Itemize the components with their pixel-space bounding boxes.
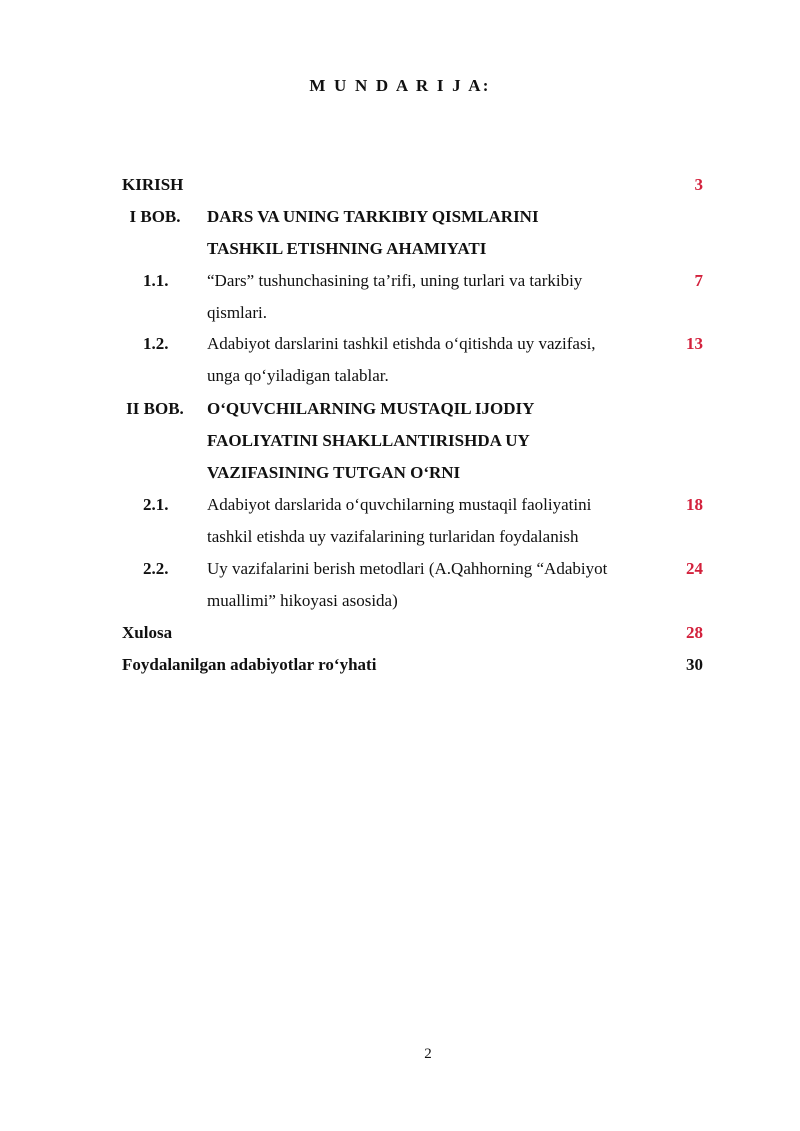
toc-kirish-label: KIRISH: [122, 175, 184, 194]
toc-chapter2-title-line3: VAZIFASINING TUTGAN O‘RNI: [207, 463, 461, 482]
toc-section-2-2-number: 2.2.: [143, 559, 169, 578]
toc-xulosa-page: 28: [686, 623, 703, 642]
toc-chapter2-title-line2: FAOLIYATINI SHAKLLANTIRISHDA UY: [207, 431, 530, 450]
page-title: M U N D A R I J A:: [309, 76, 491, 95]
toc-section-1-1-number: 1.1.: [143, 271, 169, 290]
page-number: 2: [424, 1046, 432, 1062]
toc-section-1-2-line2: unga qo‘yiladigan talablar.: [207, 366, 389, 385]
toc-section-1-1-page: 7: [694, 271, 703, 290]
toc-section-2-2-line1: Uy vazifalarini berish metodlari (A.Qahhorning “Adabiyot: [207, 559, 608, 578]
toc-bibliography-label: Foydalanilgan adabiyotlar ro‘yhati: [122, 655, 377, 674]
toc-xulosa-label: Xulosa: [122, 623, 173, 642]
toc-chapter1-label: I BOB.: [129, 207, 181, 226]
toc-section-2-1-page: 18: [686, 495, 703, 514]
toc-section-1-2-number: 1.2.: [143, 334, 169, 353]
toc-chapter2-label: II BOB.: [126, 399, 184, 418]
toc-section-2-2-page: 24: [686, 559, 703, 578]
toc-section-1-2-page: 13: [686, 334, 703, 353]
toc-section-2-1-line1: Adabiyot darslarida o‘quvchilarning mustaqil faoliyatini: [207, 495, 592, 514]
toc-section-2-1-line2: tashkil etishda uy vazifalarining turlaridan foydalanish: [207, 527, 579, 546]
toc-chapter1-title-line2: TASHKIL ETISHNING AHAMIYATI: [207, 239, 487, 258]
toc-kirish-page: 3: [694, 175, 703, 194]
toc-section-2-1-number: 2.1.: [143, 495, 169, 514]
toc-section-1-2-line1: Adabiyot darslarini tashkil etishda o‘qitishda uy vazifasi,: [207, 334, 596, 353]
toc-section-1-1-line2: qismlari.: [207, 303, 267, 322]
toc-section-2-2-line2: muallimi” hikoyasi asosida): [207, 591, 398, 610]
toc-bibliography-page: 30: [686, 655, 703, 674]
toc-chapter2-title-line1: O‘QUVCHILARNING MUSTAQIL IJODIY: [207, 399, 535, 418]
toc-section-1-1-line1: “Dars” tushunchasining ta’rifi, uning turlari va tarkibiy: [207, 271, 583, 290]
toc-chapter1-title-line1: DARS VA UNING TARKIBIY QISMLARINI: [207, 207, 539, 226]
